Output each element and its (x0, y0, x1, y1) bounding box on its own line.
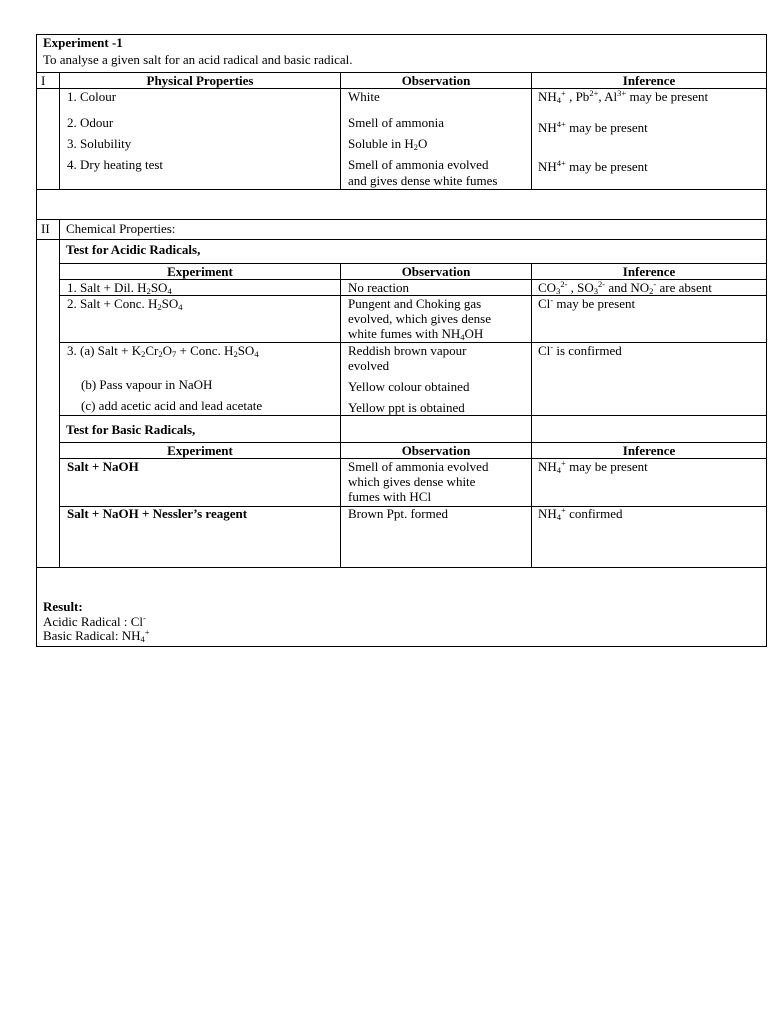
basic-observation-1-line2: which gives dense white (348, 474, 476, 489)
rule (531, 72, 532, 189)
acid-inference-2: Cl- may be present (538, 295, 636, 311)
rule (340, 263, 341, 567)
acid-observation-1: No reaction (348, 280, 410, 295)
result-acidic-radical: Acidic Radical : Cl- (43, 613, 146, 629)
acid-inference-3a: Cl- is confirmed (538, 342, 622, 358)
inference-colour: $NH_4^+$ , $Pb^{2+}$, $Al^{3+}$ may be present (538, 88, 709, 105)
acid-experiment-2: 2. Salt + Conc. $H_2SO_4$ (67, 296, 183, 312)
acid-experiment-3c: (c) add acetic acid and lead acetate (81, 398, 263, 413)
column-header-inference: Inference (622, 264, 676, 279)
observation-colour: White (348, 89, 380, 104)
acid-experiment-1: 1. Salt + Dil. $H_2SO_4$ (67, 280, 172, 296)
experiment-aim: To analyse a given salt for an acid radical and basic radical. (43, 52, 353, 67)
acid-experiment-3a: 3. (a) Salt + $K_2Cr_2O_7$ + Conc. $H_2SO_4$ (67, 343, 259, 359)
property-solubility: 3. Solubility (67, 136, 132, 151)
section-numeral: I (41, 73, 46, 88)
inference-odour: $NH^{4+}$ may be present (538, 119, 648, 135)
acid-observation-3a-line2: evolved (348, 358, 390, 373)
acid-observation-3c: Yellow ppt is obtained (348, 400, 465, 415)
column-header-inference: Inference (622, 443, 676, 458)
rule (36, 567, 766, 568)
column-header-observation: Observation (401, 264, 471, 279)
property-colour: 1. Colour (67, 89, 117, 104)
basic-inference-1: $NH_4^+$ may be present (538, 458, 648, 475)
acidic-radicals-heading: Test for Acidic Radicals, (66, 242, 201, 257)
basic-inference-2: $NH_4^+$ confirmed (538, 505, 623, 522)
basic-observation-1-line3: fumes with HCl (348, 489, 432, 504)
basic-experiment-1: Salt + NaOH (67, 459, 139, 474)
acid-inference-1: $CO_3^{2-}$ , $SO_3^{2-}$ and $NO_2^-$ are absent (538, 279, 712, 296)
observation-dry-heating: Smell of ammonia evolved (348, 157, 489, 172)
column-header-experiment: Experiment (167, 264, 233, 279)
experiment-sheet (36, 34, 766, 646)
rule (340, 72, 341, 189)
property-dry-heating: 4. Dry heating test (67, 157, 164, 172)
basic-radicals-heading: Test for Basic Radicals, (66, 422, 196, 437)
result-heading: Result: (43, 599, 83, 614)
inference-dry-heating: $NH^{4+}$ may be present (538, 158, 648, 174)
section-numeral: II (41, 221, 50, 236)
acid-observation-3a-line1: Reddish brown vapour (348, 343, 467, 358)
column-header-observation: Observation (401, 73, 471, 88)
acid-observation-3b: Yellow colour obtained (348, 379, 470, 394)
acid-observation-2-line1: Pungent and Choking gas (348, 296, 482, 311)
basic-experiment-2: Salt + NaOH + Nessler’s reagent (67, 506, 248, 521)
column-header-property: Physical Properties (146, 73, 254, 88)
basic-observation-2: Brown Ppt. formed (348, 506, 449, 521)
acid-experiment-3b: (b) Pass vapour in NaOH (81, 377, 213, 392)
basic-observation-1-line1: Smell of ammonia evolved (348, 459, 489, 474)
rule (531, 263, 532, 567)
chemical-properties-heading: Chemical Properties: (66, 221, 176, 236)
observation-odour: Smell of ammonia (348, 115, 445, 130)
column-header-observation: Observation (401, 443, 471, 458)
acid-observation-2-line3: white fumes with $NH_4OH$ (348, 326, 484, 342)
observation-solubility: Soluble in $H_2O$ (348, 136, 428, 152)
rule (36, 189, 766, 190)
column-header-experiment: Experiment (167, 443, 233, 458)
rule (36, 239, 766, 240)
rule (36, 219, 766, 220)
acid-observation-2-line2: evolved, which gives dense (348, 311, 491, 326)
property-odour: 2. Odour (67, 115, 114, 130)
rule (59, 72, 60, 189)
column-header-inference: Inference (622, 73, 676, 88)
rule (59, 415, 766, 416)
result-basic-radical: Basic Radical: $NH_4^+$ (43, 627, 150, 644)
experiment-title: Experiment -1 (43, 35, 123, 50)
observation-dry-heating-line2: and gives dense white fumes (348, 173, 498, 188)
